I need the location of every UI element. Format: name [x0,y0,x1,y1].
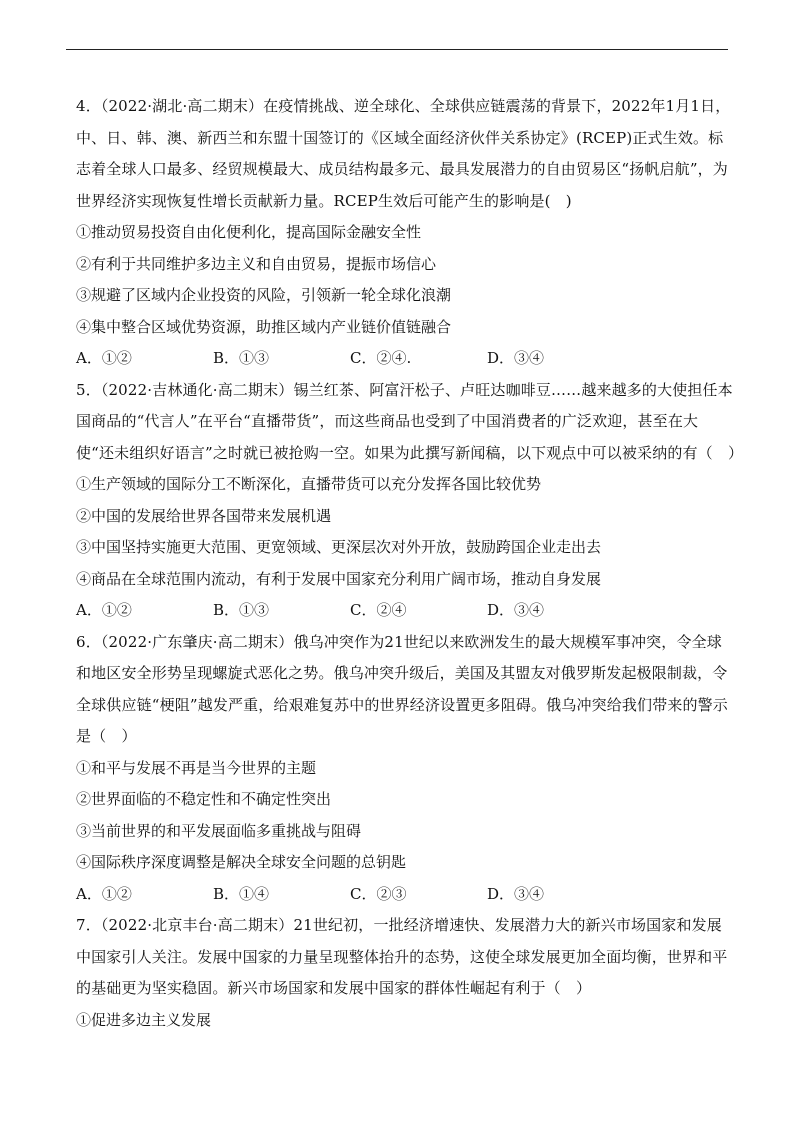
question-source: （2022·北京丰台·高二期末） [100,916,294,934]
question-text: 俄乌冲突作为21世纪以来欧洲发生的最大规模军事冲突，令全球和地区安全形势呈现螺旋式恶化之势。俄乌冲突升级后，美国及其盟友对俄罗斯发起极限制裁，令全球供应链“梗阻”越发严重，给艰难复苏中的世界经济设置更多阻碍。俄乌冲突给我们带来的警示是（ ） [76,632,728,745]
option-item: ①推动贸易投资自由化便利化，提高国际金融安全性 [76,223,422,241]
choice-c: C．②③ [350,884,407,903]
question-text: 锡兰红茶、阿富汗松子、卢旺达咖啡豆……越来越多的大使担任本国商品的“代言人”在平台“直播带货”，而这些商品也受到了中国消费者的广泛欢迎，甚至在大使“还未组织好语言”之时就已被抢购一空。如果为此撰写新闻稿，以下观点中可以被采纳的有（ ） [76,380,744,462]
choice-c: C．②④. [350,349,412,367]
answer-choices [76,595,736,627]
choice-a: A．①② [76,349,132,367]
option-item: ④集中整合区域优势资源，助推区域内产业链价值链融合 [76,317,452,336]
question-number: 4． [76,97,101,115]
question-4 [76,91,736,375]
question-number: 6． [76,632,101,651]
option-item: ④商品在全球范围内流动，有利于发展中国家充分利用广阔市场，推动自身发展 [76,569,602,588]
question-7 [76,910,736,1036]
choice-d: D．③④ [487,601,545,619]
question-source: （2022·广东肇庆·高二期末） [100,632,294,651]
choice-c: C．②④ [350,601,407,619]
option-item: ②有利于共同维护多边主义和自由贸易，提振市场信心 [76,254,437,273]
answer-choices [76,879,736,911]
question-text: 21世纪初，一批经济增速快、发展潜力大的新兴市场国家和发展中国家引人关注。发展中国家的力量呈现整体抬升的态势，这使全球发展更加全面均衡，世界和平的基础更为坚实稳固。新兴市场国家和发展中国家的群体性崛起有利于（ ） [76,916,728,997]
option-item: ③规避了区域内企业投资的风险，引领新一轮全球化浪潮 [76,286,452,304]
choice-d: D．③④ [487,884,545,903]
choice-a: A．①② [76,601,132,619]
question-6 [76,627,736,911]
question-number: 5． [76,380,101,399]
question-text: 在疫情挑战、逆全球化、全球供应链震荡的背景下，2022年1月1日，中、日、韩、澳、新西兰和东盟十国签订的《区域全面经济伙伴关系协定》(RCEP)正式生效。标志着全球人口最多、经贸规模最大、成员结构最多元、最具发展潜力的自由贸易区“扬帆启航”，为世界经济实现恢复性增长贡献新力量。RCEP生效后可能产生的影响是( ) [76,97,731,210]
option-item: ①生产领域的国际分工不断深化，直播带货可以充分发挥各国比较优势 [76,475,542,493]
choice-d: D．③④ [487,349,545,367]
question-stem [76,375,744,470]
question-number: 7． [76,916,101,934]
answer-choices [76,343,736,375]
option-item: ①促进多边主义发展 [76,1010,212,1029]
question-source: （2022·湖北·高二期末） [100,97,264,115]
choice-b: B．①④ [213,884,270,903]
option-item: ③当前世界的和平发展面临多重挑战与阻碍 [76,821,362,840]
question-stem [76,91,736,217]
option-item: ④国际秩序深度调整是解决全球安全问题的总钥匙 [76,853,407,871]
choice-b: B．①③ [213,349,270,367]
option-item: ①和平与发展不再是当今世界的主题 [76,758,317,777]
choice-b: B．①③ [213,601,270,619]
header-rule [66,49,728,50]
option-item: ②中国的发展给世界各国带来发展机遇 [76,506,332,525]
question-stem [76,910,736,1005]
question-list [76,91,744,1036]
question-source: （2022·吉林通化·高二期末） [100,380,294,399]
question-5 [76,375,744,627]
choice-a: A．①② [76,884,132,903]
option-item: ③中国坚持实施更大范围、更宽领域、更深层次对外开放，鼓励跨国企业走出去 [76,538,602,556]
question-stem [76,627,736,753]
option-item: ②世界面临的不稳定性和不确定性突出 [76,790,332,808]
